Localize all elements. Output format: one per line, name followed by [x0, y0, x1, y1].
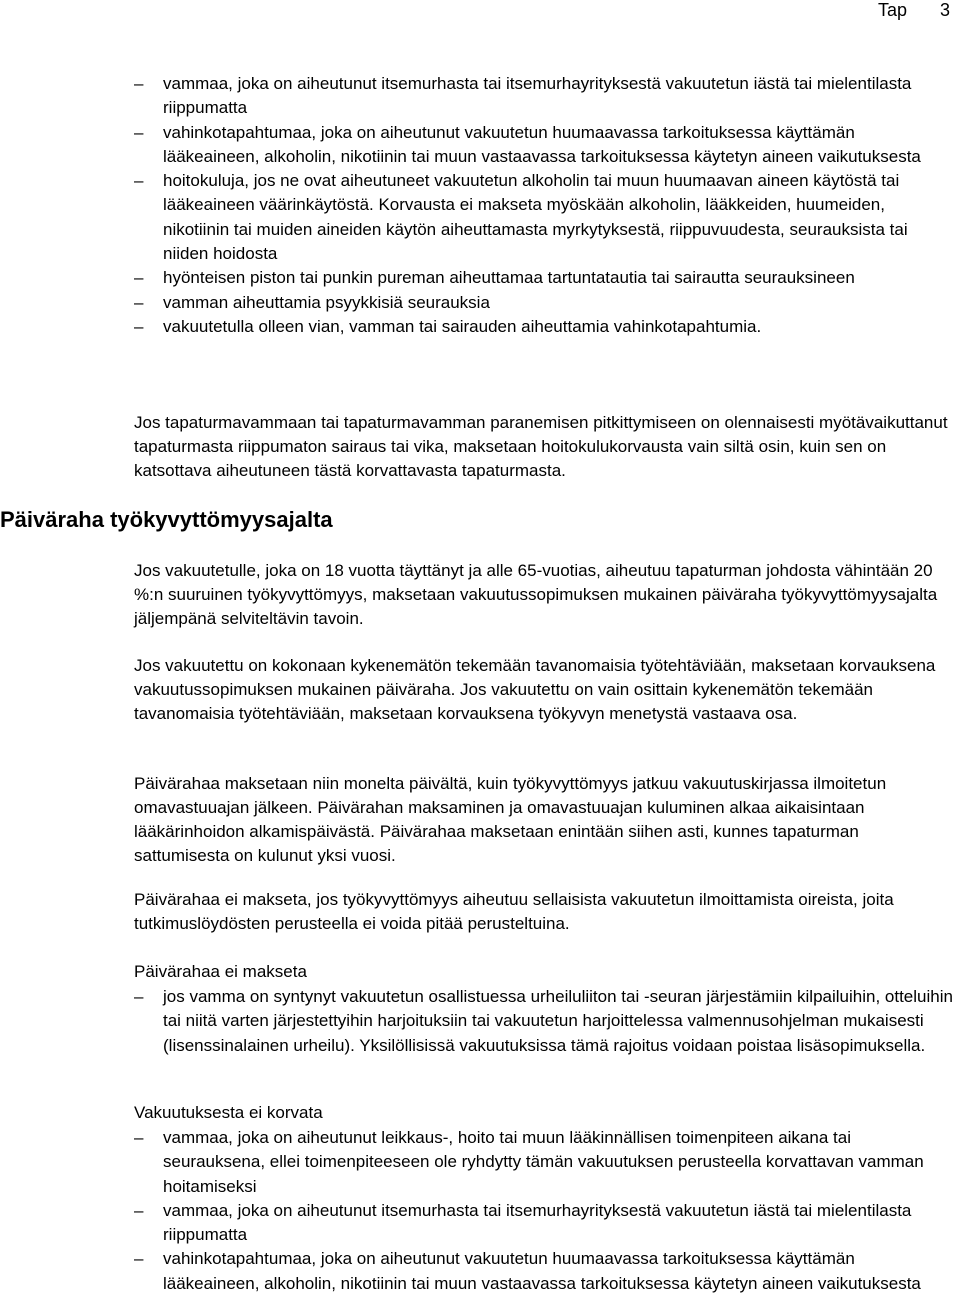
dash-bullet: – [134, 171, 144, 191]
list-item [134, 291, 954, 315]
list-item-text: vammaa, joka on aiheutunut leikkaus-, hoito tai muun lääkinnällisen toimenpiteen aikana tai seurauksena, ellei toimenpiteeseen ole ryhdytty tämän vakuutuksen perusteella korvattavan vamman hoitamiseksi [163, 1128, 924, 1196]
list-item-text: hoitokuluja, jos ne ovat aiheutuneet vakuutetun alkoholin tai muun huumaavan aineen käytöstä tai lääkeaineen väärinkäytöstä. Korvausta ei makseta myöskään alkoholin, lääkkeiden, huumeiden, nikotiinin tai muiden aineiden käytön aiheuttamasta myrkytyksestä, riippuvuudesta, seurauksista tai niiden hoidosta [163, 171, 908, 264]
list-item [134, 315, 954, 339]
not-paid-list [134, 985, 954, 1058]
paragraph-daily-allowance-3: Päivärahaa maksetaan niin monelta päivältä, kuin työkyvyttömyys jatkuu vakuutuskirjassa ilmoitetun omavastuuajan jälkeen. Päivärahan maksaminen ja omavastuuajan kuluminen alkaa aikaisintaan lääkärinhoidon alkamispäivästä. Päivärahaa maksetaan enintään siihen asti, kunnes tapaturman sattumisesta on kulunut yksi vuosi. [134, 774, 887, 865]
list-item-text: vammaa, joka on aiheutunut itsemurhasta tai itsemurhayrityksestä vakuutetun iästä tai mielentilasta riippumatta [163, 74, 912, 118]
not-covered-list [134, 1126, 954, 1296]
dash-bullet: – [134, 74, 144, 93]
list-item-text: vammaa, joka on aiheutunut itsemurhasta tai itsemurhayrityksestä vakuutetun iästä tai mielentilasta riippumatta [163, 1200, 912, 1245]
list-item-text: vahinkotapahtumaa, joka on aiheutunut vakuutetun huumaavassa tarkoituksessa käyttämän lääkeaineen, alkoholin, nikotiinin tai muun vastaavassa tarkoituksessa käytetyn aineen vaikutuksesta [163, 1249, 921, 1293]
list-item-text: hyönteisen piston tai punkin pureman aiheuttamaa tartuntatautia tai sairautta seurauksineen [163, 268, 855, 288]
dash-bullet: – [134, 1128, 144, 1147]
list-item [134, 266, 954, 290]
list-item [134, 169, 954, 266]
page-header [878, 0, 960, 20]
list-item-text: vamman aiheuttamia psyykkisiä seurauksia [163, 292, 490, 312]
list-item [134, 1247, 954, 1296]
list-item [134, 985, 954, 1058]
list-item [134, 121, 954, 170]
dash-bullet: – [134, 292, 144, 312]
list-item-text: vakuutetulla olleen vian, vamman tai sairauden aiheuttamia vahinkotapahtumia. [163, 316, 762, 336]
paragraph-compensation-note: Jos tapaturmavammaan tai tapaturmavamman paranemisen pitkittymiseen on olennaisesti myötävaikuttanut tapaturmasta riippumaton sairaus tai vika, maksetaan hoitokulukorvausta vain siltä osin, kuin sen on katsottava aiheutuneen tästä korvattavasta tapaturmasta. [134, 413, 948, 480]
section-heading: Päiväraha työkyvyttömyysajalta [0, 507, 333, 532]
exclusions-list-top [134, 72, 954, 339]
dash-bullet: – [134, 316, 144, 336]
paragraph-daily-allowance-1: Jos vakuutetulle, joka on 18 vuotta täyttänyt ja alle 65-vuotias, aiheutuu tapaturman johdosta vähintään 20 %:n suuruinen työkyvyttömyys, maksetaan vakuutussopimuksen mukainen päiväraha työkyvyttömyysajalta jäljempänä selviteltävin tavoin. [134, 561, 938, 628]
dash-bullet: – [134, 987, 144, 1006]
header-label: Tap [877, 0, 907, 20]
paragraph-daily-allowance-4: Päivärahaa ei makseta, jos työkyvyttömyys aiheutuu sellaisista vakuutetun ilmoittamista oireista, joita tutkimuslöydösten perusteella ei voida pitää perusteltuina. [134, 890, 894, 933]
dash-bullet: – [134, 1249, 144, 1269]
subheading-not-paid: Päivärahaa ei makseta [134, 962, 307, 981]
paragraph-daily-allowance-2: Jos vakuutettu on kokonaan kykenemätön tekemään tavanomaisia työtehtäviään, maksetaan korvauksena vakuutussopimuksen mukainen päiväraha. Jos vakuutettu on vain osittain kykenemätön tekemään tavanomaisia työtehtäviään, maksetaan korvauksena työkyvyn menetystä vastaava osa. [134, 656, 936, 723]
list-item [134, 1126, 954, 1199]
list-item [134, 1199, 954, 1248]
list-item [134, 72, 954, 121]
dash-bullet: – [134, 1200, 144, 1220]
list-item-text: jos vamma on syntynyt vakuutetun osallistuessa urheiluliiton tai -seuran järjestämiin kilpailuihin, otteluihin tai niitä varten järjestettyihin harjoituksiin tai vakuutetun harjoittelessa valmennusohjelman mukaisesti (lisenssinalainen urheilu). Yksilöllisissä vakuutuksissa tämä rajoitus voidaan poistaa lisäsopimuksella. [163, 987, 953, 1055]
dash-bullet: – [134, 268, 144, 288]
list-item-text: vahinkotapahtumaa, joka on aiheutunut vakuutetun huumaavassa tarkoituksessa käyttämän lääkeaineen, alkoholin, nikotiinin tai muun vastaavassa tarkoituksessa käytetyn aineen vaikutuksesta [163, 122, 921, 166]
dash-bullet: – [134, 122, 144, 142]
subheading-not-covered: Vakuutuksesta ei korvata [134, 1103, 323, 1122]
page-number: 3 [939, 0, 950, 20]
